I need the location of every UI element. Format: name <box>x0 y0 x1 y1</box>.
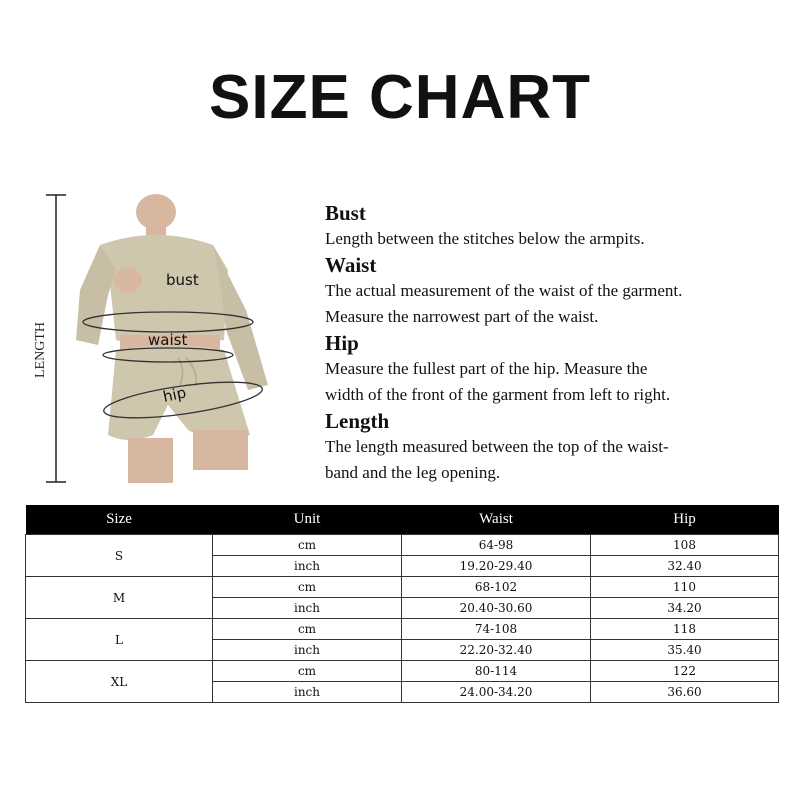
description-line: The length measured between the top of the waist- <box>325 437 669 456</box>
waist-description <box>325 252 785 330</box>
unit-cell: cm <box>213 577 402 598</box>
page-title: SIZE CHART <box>209 63 591 132</box>
length-label: LENGTH <box>33 322 48 378</box>
measurement-descriptions <box>325 200 785 486</box>
waist-cell: 68-102 <box>402 577 591 598</box>
description-line: Measure the fullest part of the hip. Measure the <box>325 359 648 378</box>
unit-cell: inch <box>213 598 402 619</box>
unit-cell: cm <box>213 619 402 640</box>
hip-description <box>325 330 785 408</box>
waist-cell: 24.00-34.20 <box>402 682 591 703</box>
unit-cell: inch <box>213 556 402 577</box>
size-cell: XL <box>26 661 213 703</box>
length-description <box>325 408 785 486</box>
table-row <box>26 661 779 682</box>
size-cell: M <box>26 577 213 619</box>
description-line: The actual measurement of the waist of the garment. <box>325 281 683 300</box>
hip-cell: 108 <box>591 535 779 556</box>
bust-description <box>325 200 785 252</box>
unit-cell: cm <box>213 661 402 682</box>
waist-cell: 22.20-32.40 <box>402 640 591 661</box>
header-size: Size <box>26 505 213 535</box>
hip-cell: 32.40 <box>591 556 779 577</box>
description-line: band and the leg opening. <box>325 463 501 482</box>
hip-cell: 118 <box>591 619 779 640</box>
size-table <box>25 505 779 703</box>
unit-cell: cm <box>213 535 402 556</box>
length-indicator <box>33 195 66 482</box>
table-row <box>26 619 779 640</box>
description-heading: Hip <box>325 331 359 355</box>
hip-cell: 110 <box>591 577 779 598</box>
description-line: width of the front of the garment from left to right. <box>325 385 671 404</box>
hip-label: hip <box>161 383 188 406</box>
description-heading: Bust <box>325 201 366 225</box>
hip-cell: 36.60 <box>591 682 779 703</box>
bust-label: bust <box>166 271 199 289</box>
waist-cell: 64-98 <box>402 535 591 556</box>
waist-cell: 80-114 <box>402 661 591 682</box>
description-heading: Length <box>325 409 390 433</box>
waist-cell: 74-108 <box>402 619 591 640</box>
waist-cell: 20.40-30.60 <box>402 598 591 619</box>
description-line: Length between the stitches below the armpits. <box>325 229 645 248</box>
size-cell: L <box>26 619 213 661</box>
hip-cell: 34.20 <box>591 598 779 619</box>
header-hip: Hip <box>591 505 779 535</box>
table-row <box>26 535 779 556</box>
description-line: Measure the narrowest part of the waist. <box>325 307 599 326</box>
header-waist: Waist <box>402 505 591 535</box>
table-row <box>26 577 779 598</box>
size-cell: S <box>26 535 213 577</box>
hip-cell: 35.40 <box>591 640 779 661</box>
unit-cell: inch <box>213 640 402 661</box>
garment-illustration <box>28 190 298 490</box>
unit-cell: inch <box>213 682 402 703</box>
description-heading: Waist <box>325 253 377 277</box>
waist-label: waist <box>148 331 188 349</box>
header-unit: Unit <box>213 505 402 535</box>
table-header-row <box>26 505 779 535</box>
waist-cell: 19.20-29.40 <box>402 556 591 577</box>
hip-cell: 122 <box>591 661 779 682</box>
